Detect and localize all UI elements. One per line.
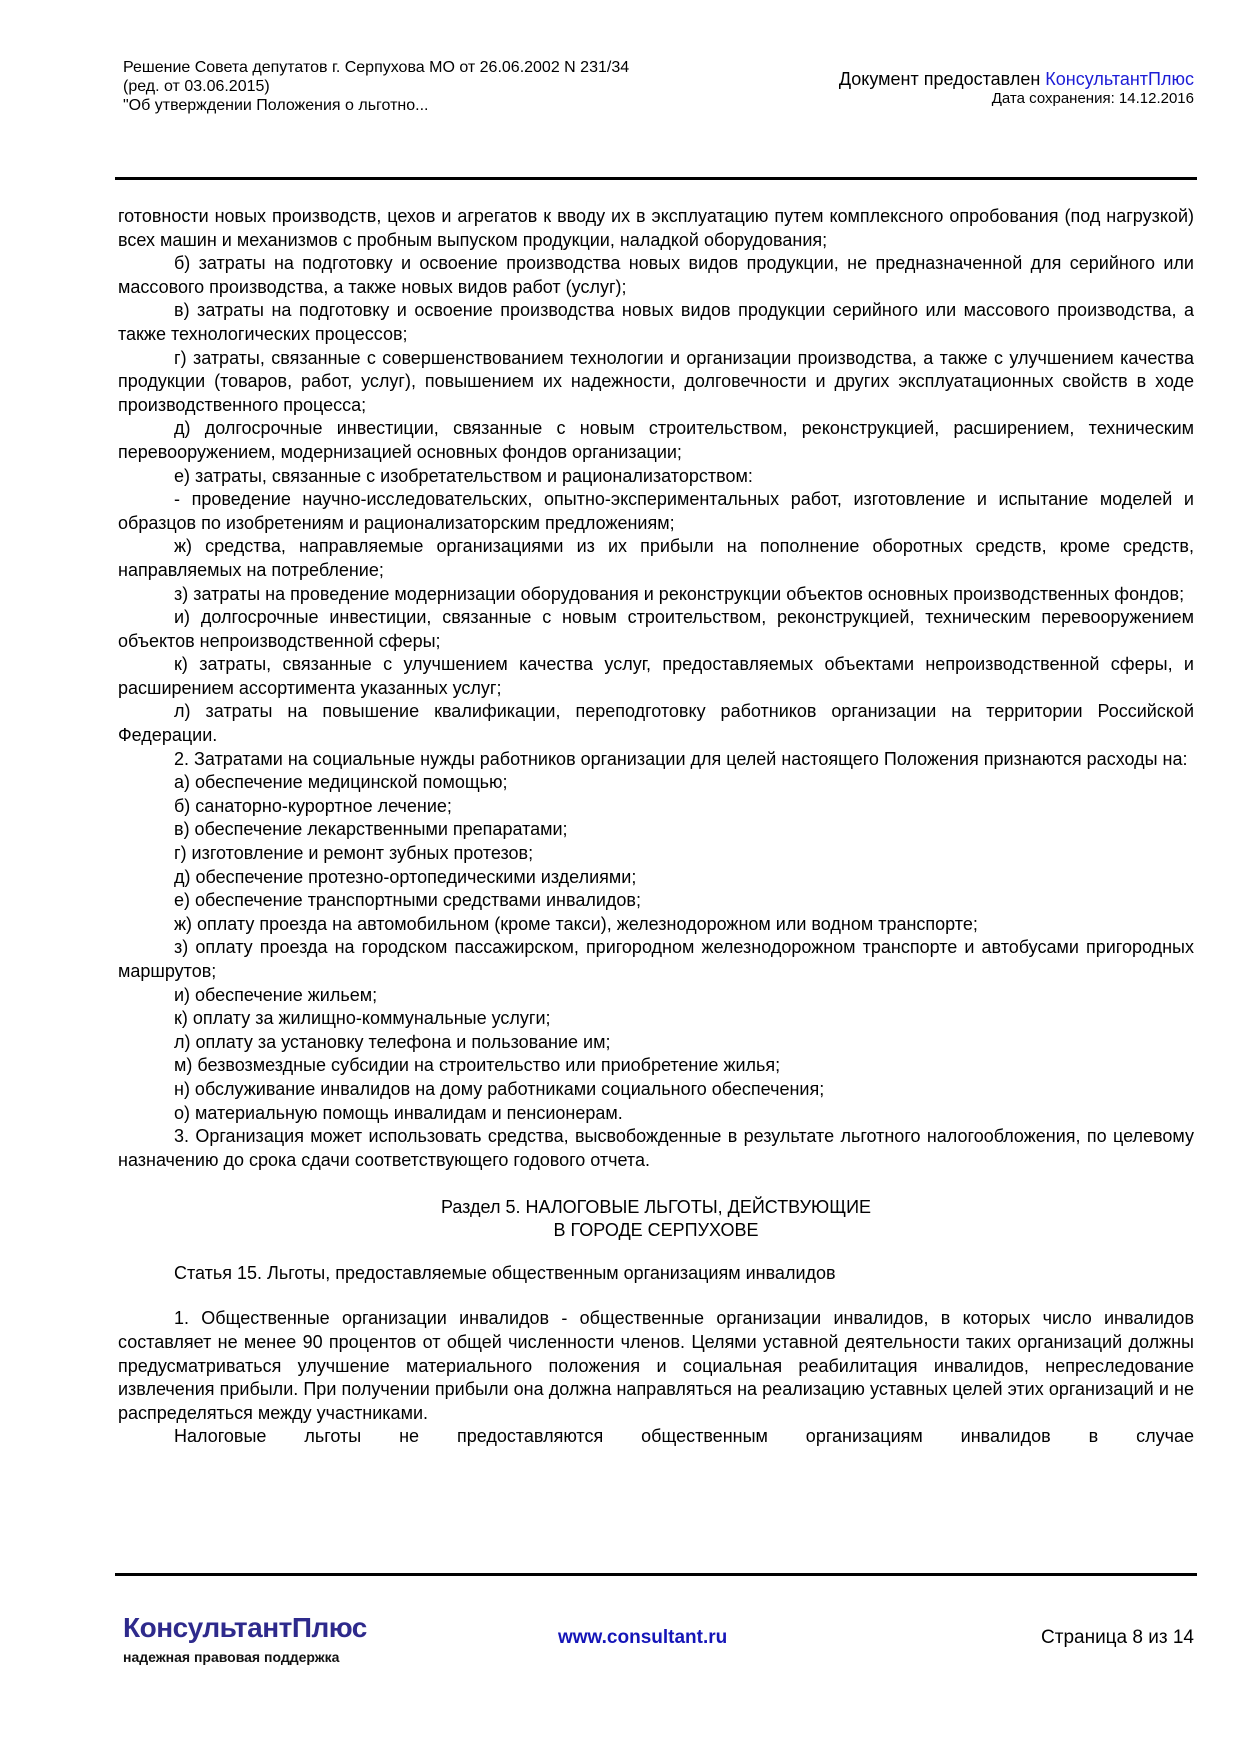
document-body [118,205,1194,1449]
paragraph-list-part-1 [118,205,1194,1172]
footer-brand-logo [123,1612,367,1666]
provider-info [839,68,1194,108]
paragraph: г) изготовление и ремонт зубных протезов; [174,843,534,864]
paragraph: л) затраты на повышение квалификации, переподготовку работников организации на территории Российской Федерации. [118,701,1194,746]
paragraph: д) долгосрочные инвестиции, связанные с новым строительством, реконструкцией, расширением, техническим перевооружением, модернизацией основных фондов организации; [118,418,1194,462]
paragraph: 2. Затратами на социальные нужды работников организации для целей настоящего Положения признаются расходы на: [174,748,1188,769]
section-title-line-2: В ГОРОДЕ СЕРПУХОВЕ [553,1220,759,1241]
paragraph: е) обеспечение транспортными средствами инвалидов; [174,890,641,911]
page-number: Страница 8 из 14 [1041,1627,1194,1648]
paragraph: г) затраты, связанные с совершенствованием технологии и организации производства, а также с улучшением качества продукции (товаров, работ, услуг), повышением их надежности, долговечности и других эксплуатационных свойств в ходе производственного процесса; [118,347,1194,415]
paragraph: и) обеспечение жильем; [174,984,378,1005]
paragraph: готовности новых производств, цехов и агрегатов к вводу их в эксплуатацию путем комплексного опробования (под нагрузкой) всех машин и механизмов с пробным выпуском продукции, наладкой оборудования; [118,206,1194,250]
paragraph: к) затраты, связанные с улучшением качества услуг, предоставляемых объектами непроизводственной сферы, и расширением ассортимента указанных услуг; [118,654,1194,698]
paragraph: 3. Организация может использовать средства, высвобожденные в результате льготного налогообложения, по целевому назначению до срока сдачи соответствующего годового отчета. [118,1126,1194,1170]
spacer [118,1285,1194,1307]
section-title-line-1: Раздел 5. НАЛОГОВЫЕ ЛЬГОТЫ, ДЕЙСТВУЮЩИЕ [440,1197,872,1218]
document-title-line-1: Решение Совета депутатов г. Серпухова МО от 26.06.2002 N 231/34 [123,59,630,76]
provided-by-line [839,68,1194,90]
footer-website-link[interactable]: www.consultant.ru [558,1627,728,1648]
paragraph: б) затраты на подготовку и освоение производства новых видов продукции, не предназначенной для серийного или массового производства, а также новых видов работ (услуг); [118,253,1194,297]
save-date: Дата сохранения: 14.12.2016 [991,90,1194,107]
footer-brand-name: КонсультантПлюс [123,1612,367,1643]
paragraph: о) материальную помощь инвалидам и пенсионерам. [174,1102,623,1123]
provider-brand-link[interactable]: КонсультантПлюс [1045,69,1194,89]
paragraph: в) обеспечение лекарственными препаратами; [174,819,568,840]
footer-divider [115,1573,1197,1576]
document-title-block [123,58,723,115]
paragraph: Налоговые льготы не предоставляются общественным организациям инвалидов в случае [174,1426,1194,1447]
paragraph: з) оплату проезда на городском пассажирском, пригородном железнодорожном транспорте и автобусами пригородных маршрутов; [118,937,1194,981]
paragraph: д) обеспечение протезно-ортопедическими изделиями; [174,866,637,887]
paragraph: л) оплату за установку телефона и пользование им; [174,1031,611,1052]
paragraph: - проведение научно-исследовательских, опытно-экспериментальных работ, изготовление и испытание моделей и образцов по изобретениям и рационализаторским предложениям; [118,489,1194,533]
paragraph: б) санаторно-курортное лечение; [174,795,452,816]
paragraph: м) безвозмездные субсидии на строительство или приобретение жилья; [174,1055,781,1076]
document-title-line-2: (ред. от 03.06.2015) [123,78,270,95]
provided-by-prefix: Документ предоставлен [838,69,1046,89]
paragraph: ж) оплату проезда на автомобильном (кроме такси), железнодорожном или водном транспорте; [174,913,978,934]
section-title [118,1196,1194,1242]
paragraph: к) оплату за жилищно-коммунальные услуги; [174,1008,551,1029]
paragraph: в) затраты на подготовку и освоение производства новых видов продукции серийного или массового производства, а также технологических процессов; [118,300,1194,344]
article-title: Статья 15. Льготы, предоставляемые общественным организациям инвалидов [174,1263,836,1284]
paragraph: а) обеспечение медицинской помощью; [174,772,508,793]
paragraph: з) затраты на проведение модернизации оборудования и реконструкции объектов основных производственных фондов; [174,583,1185,604]
paragraph: и) долгосрочные инвестиции, связанные с новым строительством, реконструкцией, техническим перевооружением объектов непроизводственной сферы; [118,607,1194,651]
paragraph-list-part-2 [118,1307,1194,1449]
document-title-line-3: "Об утверждении Положения о льготно... [123,97,429,114]
paragraph: е) затраты, связанные с изобретательством и рационализаторством: [174,465,753,486]
footer-brand-tagline: надежная правовая поддержка [123,1649,340,1665]
paragraph: н) обслуживание инвалидов на дому работниками социального обеспечения; [174,1078,825,1099]
header-divider [115,177,1197,180]
paragraph: ж) средства, направляемые организациями из их прибыли на пополнение оборотных средств, кроме средств, направляемых на потребление; [118,536,1194,580]
paragraph: 1. Общественные организации инвалидов - общественные организации инвалидов, в которых число инвалидов составляет не менее 90 процентов от общей численности членов. Целями уставной деятельности таких организаций должны предусматриваться улучшение материального положения и социальная реабилитация инвалидов, непреследование извлечения прибыли. При получении прибыли она должна направляться на реализацию уставных целей этих организаций и не распределяться между участниками. [118,1308,1194,1423]
